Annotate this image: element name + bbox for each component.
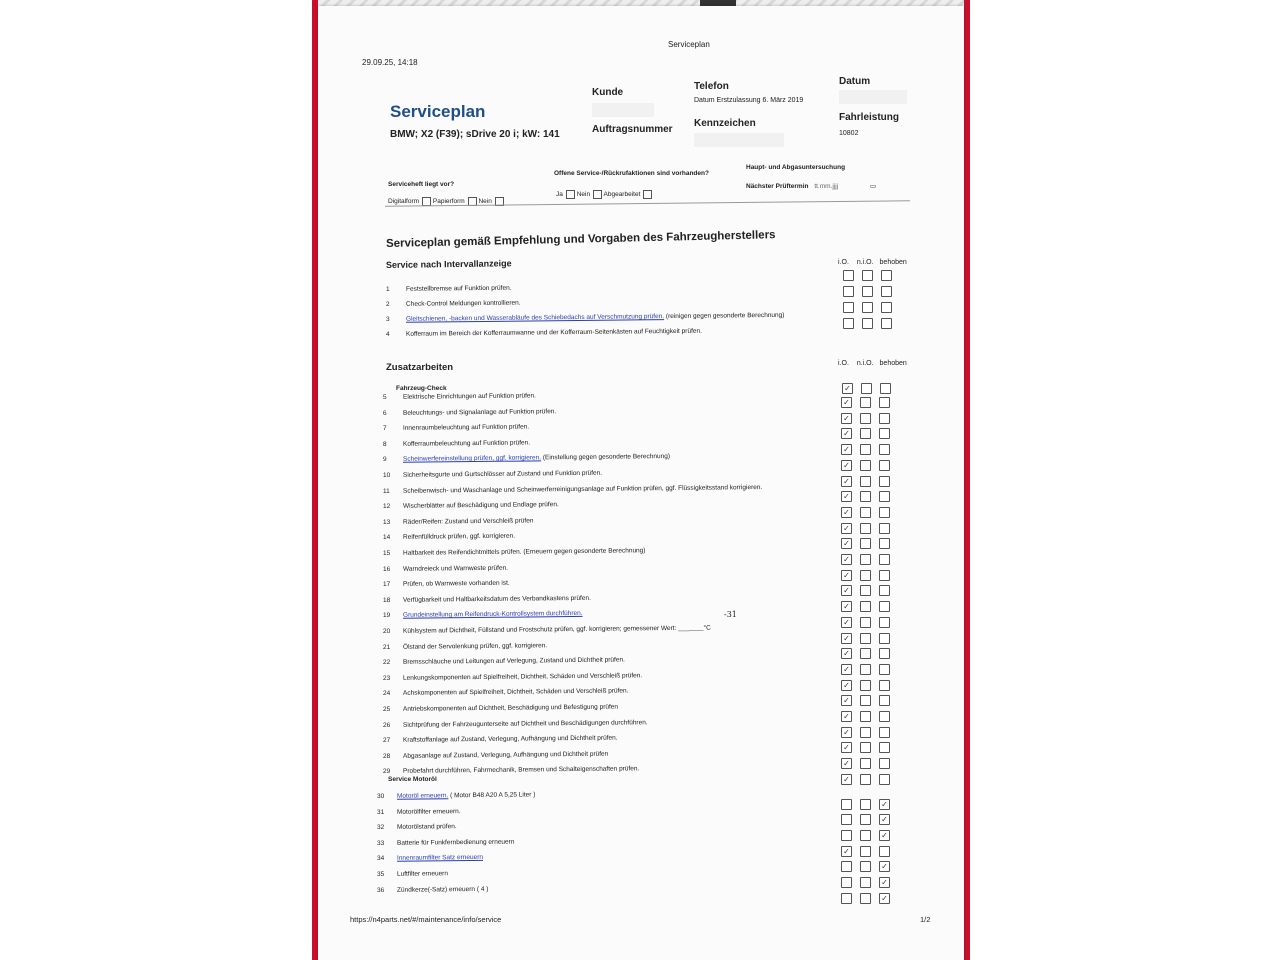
io-checkbox[interactable]: ✓ <box>841 633 852 644</box>
behoben-checkbox[interactable] <box>879 538 890 549</box>
footer-page-number: 1/2 <box>920 915 931 924</box>
nio-checkbox[interactable] <box>860 695 871 706</box>
io-checkbox[interactable]: ✓ <box>841 758 852 769</box>
item-text: Innenraumbeleuchtung auf Funktion prüfen. <box>402 423 530 432</box>
offene-question: Offene Service-/Rückrufaktionen sind vorhanden? <box>554 170 709 177</box>
status-checkboxes <box>841 617 890 628</box>
io-checkbox[interactable] <box>841 830 852 841</box>
fahrzeugcheck-label: Fahrzeug-Check <box>396 385 447 392</box>
io-checkbox[interactable]: ✓ <box>841 664 852 675</box>
item-text: Lenkungskomponenten auf Spielfreiheit, Dichtheit, Schäden und Verschleiß prüfen. <box>402 672 643 682</box>
io-checkbox[interactable]: ✓ <box>841 397 852 408</box>
status-checkboxes <box>843 318 892 329</box>
behoben-checkbox[interactable] <box>879 570 890 581</box>
item-number: 17 <box>382 581 391 589</box>
behoben-checkbox[interactable] <box>879 633 890 644</box>
item-text: Sicherheitsgurte und Gurtschlösser auf Zustand und Funktion prüfen. <box>402 469 603 479</box>
io-checkbox[interactable]: ✓ <box>841 711 852 722</box>
checklist-row <box>383 439 530 448</box>
item-text: Probefahrt durchführen, Fahrmechanik, Bremsen und Schalteigenschaften prüfen. <box>402 765 640 776</box>
status-checkboxes <box>841 648 890 659</box>
col-nio-2: n.i.O. <box>856 360 874 367</box>
item-text: Abgasanlage auf Zustand, Verlegung, Aufhängung und Dichtheit prüfen <box>402 750 609 760</box>
behoben-checkbox[interactable] <box>881 302 892 313</box>
io-checkbox[interactable]: ✓ <box>841 460 852 471</box>
behoben-checkbox[interactable] <box>879 648 890 659</box>
item-text: Antriebskomponenten auf Dichtheit, Beschädigung und Befestigung prüfen <box>402 703 619 713</box>
io-checkbox[interactable] <box>843 270 854 281</box>
document-title: Serviceplan <box>390 102 486 121</box>
status-checkboxes <box>841 893 890 904</box>
behoben-checkbox[interactable]: ✓ <box>879 877 890 888</box>
pruefttermin-input[interactable]: tt.mm.jjjj <box>814 183 839 190</box>
kunde-label: Kunde <box>592 87 624 98</box>
col-io-2: i.O. <box>838 360 849 367</box>
behoben-checkbox[interactable]: ✓ <box>879 814 890 825</box>
auftragsnummer-label: Auftragsnummer <box>592 124 673 135</box>
item-link[interactable]: Innenraumfilter Satz erneuern <box>396 854 484 863</box>
item-link[interactable]: Grundeinstellung am Reifendruck-Kontrollsystem durchführen. <box>402 610 583 620</box>
col-nio: n.i.O. <box>856 259 874 266</box>
status-checkboxes <box>843 286 892 297</box>
io-checkbox[interactable]: ✓ <box>841 742 852 753</box>
item-number: 3 <box>385 315 390 323</box>
offene-options <box>556 190 652 199</box>
nio-checkbox[interactable] <box>860 507 871 518</box>
item-text: Räder/Reifen: Zustand und Verschleiß prüfen <box>402 517 534 526</box>
nio-checkbox[interactable] <box>860 585 871 596</box>
behoben-checkbox[interactable]: ✓ <box>879 861 890 872</box>
nio-checkbox[interactable] <box>860 633 871 644</box>
vehicle-description: BMW; X2 (F39); sDrive 20 i; kW: 141 <box>390 129 560 140</box>
item-number: 15 <box>382 549 391 557</box>
io-checkbox[interactable]: ✓ <box>841 846 852 857</box>
item-number: 18 <box>382 596 391 604</box>
status-checkboxes <box>841 491 890 502</box>
item-link[interactable]: Gleitschienen, -backen und Wasserabläufe des Schiebedachs auf Verschmutzung prüfen. <box>405 313 665 323</box>
checklist-row <box>383 642 547 651</box>
item-number: 16 <box>382 565 391 573</box>
col-behoben-2: behoben <box>879 360 907 367</box>
status-checkboxes <box>841 601 890 612</box>
item-note: ( Motor B48 A20 A 5,25 Liter ) <box>448 791 536 800</box>
item-text: Batterie für Funkfernbedienung erneuern <box>396 838 515 847</box>
item-number: 4 <box>385 330 390 338</box>
item-number: 24 <box>382 690 391 698</box>
hu-title: Haupt- und Abgasuntersuchung <box>746 164 846 171</box>
nio-checkbox[interactable] <box>862 318 873 329</box>
status-checkboxes <box>841 877 890 888</box>
io-checkbox[interactable]: ✓ <box>841 491 852 502</box>
nio-checkbox[interactable] <box>860 428 871 439</box>
checklist-row <box>383 517 534 526</box>
erstzulassung-text: Datum Erstzulassung 6. März 2019 <box>694 97 804 104</box>
item-text: Elektrische Einrichtungen auf Funktion prüfen. <box>402 392 536 401</box>
behoben-checkbox[interactable] <box>879 727 890 738</box>
nio-checkbox[interactable] <box>860 460 871 471</box>
behoben-checkbox[interactable] <box>879 695 890 706</box>
item-link[interactable]: Scheinwerfereinstellung prüfen, ggf. korrigieren. <box>402 454 542 464</box>
nio-checkbox[interactable] <box>862 270 873 281</box>
checklist-row <box>377 808 461 816</box>
item-text: Reifenfülldruck prüfen, ggf. korrigieren. <box>402 533 516 542</box>
io-checkbox[interactable]: ✓ <box>841 538 852 549</box>
motoroel-label: Service Motoröl <box>388 776 437 783</box>
item-text: Zündkerze(-Satz) erneuern ( 4 ) <box>396 885 489 894</box>
pruefttermin-label: Nächster Prüftermin <box>746 183 809 190</box>
item-number: 30 <box>376 792 385 800</box>
item-link[interactable]: Motoröl erneuern. <box>396 792 449 800</box>
status-checkboxes <box>841 444 890 455</box>
behoben-checkbox[interactable]: ✓ <box>879 830 890 841</box>
abgearbeitet-label: Abgearbeitet <box>603 191 641 199</box>
fahrzeugcheck-boxes <box>842 383 891 394</box>
nio-checkbox[interactable] <box>860 648 871 659</box>
item-text: Motorölstand prüfen. <box>396 823 457 831</box>
item-text: Warndreieck und Warnweste prüfen. <box>402 564 509 573</box>
item-number: 31 <box>376 808 385 816</box>
behoben-checkbox[interactable] <box>879 397 890 408</box>
item-number: 26 <box>382 721 391 729</box>
behoben-checkbox[interactable] <box>879 444 890 455</box>
print-header-title: Serviceplan <box>668 40 710 49</box>
nio-checkbox[interactable] <box>860 601 871 612</box>
nio-checkbox[interactable] <box>860 830 871 841</box>
nio-checkbox[interactable] <box>860 799 871 810</box>
io-checkbox[interactable]: ✓ <box>841 507 852 518</box>
io-checkbox[interactable] <box>841 814 852 825</box>
behoben-checkbox[interactable] <box>879 428 890 439</box>
status-checkboxes <box>841 428 890 439</box>
behoben-checkbox[interactable] <box>879 491 890 502</box>
status-checkboxes <box>841 585 890 596</box>
nio-checkbox[interactable] <box>860 413 871 424</box>
item-number: 12 <box>382 503 391 511</box>
checklist-row <box>377 885 488 893</box>
item-text: Wischerblätter auf Beschädigung und Endlage prüfen. <box>402 501 559 510</box>
status-checkboxes <box>841 727 890 738</box>
behoben-checkbox[interactable] <box>879 680 890 691</box>
nio-checkbox[interactable] <box>860 554 871 565</box>
status-checkboxes <box>841 695 890 706</box>
item-number: 34 <box>376 855 385 863</box>
io-checkbox[interactable] <box>843 302 854 313</box>
behoben-checkbox[interactable] <box>879 585 890 596</box>
nio-checkbox[interactable] <box>860 711 871 722</box>
nio-checkbox[interactable] <box>860 680 871 691</box>
papierform-label: Papierform <box>432 198 465 206</box>
footer-url: https://n4parts.net/#/maintenance/info/service <box>350 915 502 924</box>
nio-checkbox[interactable] <box>862 302 873 313</box>
nio-checkbox[interactable] <box>860 397 871 408</box>
item-number: 19 <box>382 612 391 620</box>
zusatzarbeiten-title: Zusatzarbeiten <box>386 362 454 373</box>
io-checkbox[interactable]: ✓ <box>841 570 852 581</box>
fahrleistung-value: 10802 <box>839 130 859 137</box>
io-checkbox[interactable]: ✓ <box>841 444 852 455</box>
behoben-checkbox[interactable]: ✓ <box>879 799 890 810</box>
io-checkbox[interactable] <box>841 893 852 904</box>
nio-checkbox[interactable] <box>860 664 871 675</box>
io-checkbox[interactable]: ✓ <box>841 601 852 612</box>
io-checkbox[interactable] <box>841 799 852 810</box>
kunde-redacted <box>592 103 654 117</box>
behoben-checkbox[interactable] <box>879 617 890 628</box>
item-text: Luftfilter erneuern <box>396 870 448 878</box>
item-text: Feststellbremse auf Funktion prüfen. <box>405 284 512 293</box>
item-number: 6 <box>382 409 387 417</box>
item-number: 11 <box>382 487 390 495</box>
behoben-checkbox[interactable] <box>879 758 890 769</box>
io-checkbox[interactable]: ✓ <box>841 554 852 565</box>
item-text: Kofferraum im Bereich der Kofferraumwanne und der Kofferraum-Seitenkästen auf Feuchtigkeit prüfen. <box>405 327 702 338</box>
io-checkbox[interactable] <box>843 318 854 329</box>
item-note: (Einstellung gegen gesonderte Berechnung) <box>540 453 671 462</box>
item-text: Beleuchtungs- und Signalanlage auf Funktion prüfen. <box>402 407 557 417</box>
item-number: 5 <box>382 393 387 401</box>
item-number: 20 <box>382 627 391 635</box>
serviceheft-nein-label: Nein <box>478 198 492 206</box>
behoben-checkbox[interactable] <box>879 413 890 424</box>
io-checkbox[interactable]: ✓ <box>841 680 852 691</box>
behoben-checkbox[interactable] <box>879 601 890 612</box>
status-checkboxes <box>841 570 890 581</box>
handwritten-temperature: -31 <box>724 610 737 619</box>
item-number: 23 <box>382 674 391 682</box>
status-checkboxes <box>841 799 890 810</box>
item-number: 14 <box>382 534 391 542</box>
item-text: Sichtprüfung der Fahrzeugunterseite auf Dichtheit und Beschädigungen durchführen. <box>402 718 648 729</box>
nio-checkbox[interactable] <box>860 758 871 769</box>
status-checkboxes <box>841 814 890 825</box>
kennzeichen-label: Kennzeichen <box>694 118 756 129</box>
column-headers-interval <box>838 259 907 266</box>
io-checkbox[interactable] <box>843 286 854 297</box>
item-text: Haltbarkeit des Reifendichtmittels prüfen. (Erneuern gegen gesonderte Berechnung) <box>402 547 646 557</box>
status-checkboxes <box>843 302 892 313</box>
status-checkboxes <box>841 664 890 675</box>
item-text: Prüfen, ob Warnweste vorhanden ist. <box>402 579 510 588</box>
behoben-checkbox[interactable] <box>879 554 890 565</box>
status-checkboxes <box>841 830 890 841</box>
item-text: Motorölfilter erneuern. <box>396 807 461 816</box>
io-checkbox[interactable]: ✓ <box>841 585 852 596</box>
item-text: Bremsschläuche und Leitungen auf Verlegung, Zustand und Dichtheit prüfen. <box>402 656 625 666</box>
status-checkboxes <box>843 270 892 281</box>
item-number: 27 <box>382 737 391 745</box>
serviceheft-question: Serviceheft liegt vor? <box>388 181 455 188</box>
item-text: Achskomponenten auf Spielfreiheit, Dichtheit, Schäden und Verschleiß prüfen. <box>402 687 629 698</box>
status-checkboxes <box>841 476 890 487</box>
nio-checkbox[interactable] <box>860 538 871 549</box>
abgearbeitet-checkbox[interactable] <box>643 190 652 199</box>
io-checkbox[interactable] <box>841 861 852 872</box>
io-checkbox[interactable] <box>841 877 852 888</box>
item-text: Ölstand der Servolenkung prüfen, ggf. korrigieren. <box>402 641 548 651</box>
item-text: Scheibenwisch- und Waschanlage und Scheinwerferreinigungsanlage auf Funktion prüfen, ggf. Flüssigkeitsstand korrigieren. <box>402 483 763 495</box>
io-checkbox[interactable]: ✓ <box>841 428 852 439</box>
print-datetime: 29.09.25, 14:18 <box>362 58 418 67</box>
offene-ja-checkbox[interactable] <box>566 190 575 199</box>
offene-nein-checkbox[interactable] <box>593 190 602 199</box>
behoben-checkbox[interactable] <box>881 286 892 297</box>
io-checkbox[interactable]: ✓ <box>841 727 852 738</box>
status-checkboxes <box>841 413 890 424</box>
status-checkboxes <box>841 774 890 785</box>
item-number: 9 <box>382 456 387 464</box>
io-checkbox[interactable]: ✓ <box>841 413 852 424</box>
item-number: 36 <box>376 886 385 894</box>
item-text: Verfügbarkeit und Haltbarkeitsdatum des Verbandkastens prüfen. <box>402 594 591 604</box>
nio-checkbox[interactable] <box>860 893 871 904</box>
status-checkboxes <box>841 538 890 549</box>
section-title: Serviceplan gemäß Empfehlung und Vorgaben des Fahrzeugherstellers <box>385 229 776 250</box>
fahrzeugcheck-io-checkbox[interactable]: ✓ <box>842 383 853 394</box>
col-behoben: behoben <box>879 259 907 266</box>
io-checkbox[interactable]: ✓ <box>841 523 852 534</box>
io-checkbox[interactable]: ✓ <box>841 476 852 487</box>
item-number: 25 <box>382 705 391 713</box>
io-checkbox[interactable]: ✓ <box>841 774 852 785</box>
checklist-row <box>377 870 448 878</box>
nio-checkbox[interactable] <box>860 861 871 872</box>
nio-checkbox[interactable] <box>860 444 871 455</box>
status-checkboxes <box>841 507 890 518</box>
section-subtitle: Service nach Intervallanzeige <box>385 258 512 270</box>
col-io: i.O. <box>838 259 849 266</box>
checklist-row <box>377 823 457 831</box>
fahrleistung-label: Fahrleistung <box>839 112 900 123</box>
status-checkboxes <box>841 711 890 722</box>
item-text: Kühlsystem auf Dichtheit, Füllstand und Frostschutz prüfen, ggf. korrigieren; gemessener Wert: _______°C <box>402 624 711 635</box>
behoben-checkbox[interactable] <box>879 846 890 857</box>
behoben-checkbox[interactable] <box>879 742 890 753</box>
checklist-row <box>383 408 556 417</box>
io-checkbox[interactable]: ✓ <box>841 648 852 659</box>
telefon-label: Telefon <box>694 81 729 92</box>
item-number: 13 <box>382 518 391 526</box>
nio-checkbox[interactable] <box>860 523 871 534</box>
io-checkbox[interactable]: ✓ <box>841 617 852 628</box>
nio-checkbox[interactable] <box>860 617 871 628</box>
item-text: Kraftstoffanlage auf Zustand, Verlegung, Aufhängung und Dichtheit prüfen. <box>402 734 618 744</box>
behoben-checkbox[interactable] <box>879 523 890 534</box>
behoben-checkbox[interactable] <box>879 476 890 487</box>
digitalform-label: Digitalform <box>388 198 420 206</box>
nio-checkbox[interactable] <box>860 491 871 502</box>
status-checkboxes <box>841 680 890 691</box>
behoben-checkbox[interactable] <box>879 460 890 471</box>
fahrzeugcheck-behoben-checkbox[interactable] <box>880 383 891 394</box>
behoben-checkbox[interactable] <box>879 664 890 675</box>
fahrzeugcheck-nio-checkbox[interactable] <box>861 383 872 394</box>
kennzeichen-redacted <box>694 133 784 147</box>
calendar-icon[interactable]: ▭ <box>869 183 877 190</box>
item-number: 8 <box>382 440 387 448</box>
io-checkbox[interactable]: ✓ <box>841 695 852 706</box>
status-checkboxes <box>841 633 890 644</box>
status-checkboxes <box>841 861 890 872</box>
nio-checkbox[interactable] <box>860 476 871 487</box>
status-checkboxes <box>841 742 890 753</box>
datum-redacted <box>839 90 907 104</box>
behoben-checkbox[interactable] <box>881 318 892 329</box>
status-checkboxes <box>841 460 890 471</box>
behoben-checkbox[interactable] <box>881 270 892 281</box>
nio-checkbox[interactable] <box>860 774 871 785</box>
column-headers-zusatz <box>838 360 907 367</box>
behoben-checkbox[interactable]: ✓ <box>879 893 890 904</box>
offene-nein-label: Nein <box>576 191 591 199</box>
offene-ja-label: Ja <box>556 191 563 199</box>
item-number: 28 <box>382 752 391 760</box>
item-number: 1 <box>385 285 390 293</box>
checklist-row <box>386 300 521 308</box>
item-number: 21 <box>382 643 391 651</box>
item-text: Kofferraumbeleuchtung auf Funktion prüfen. <box>402 439 531 448</box>
item-number: 33 <box>376 839 385 847</box>
checklist-row <box>377 838 515 846</box>
behoben-checkbox[interactable] <box>879 711 890 722</box>
nio-checkbox[interactable] <box>860 877 871 888</box>
item-number: 29 <box>382 768 391 776</box>
datum-label: Datum <box>839 76 871 87</box>
item-note: (reinigen gegen gesonderte Berechnung) <box>664 311 785 321</box>
item-number: 7 <box>382 425 387 433</box>
status-checkboxes <box>841 846 890 857</box>
hu-row <box>746 182 876 190</box>
nio-checkbox[interactable] <box>860 814 871 825</box>
status-checkboxes <box>841 554 890 565</box>
behoben-checkbox[interactable] <box>879 774 890 785</box>
nio-checkbox[interactable] <box>860 742 871 753</box>
checklist-row <box>386 285 512 293</box>
status-checkboxes <box>841 397 890 408</box>
behoben-checkbox[interactable] <box>879 507 890 518</box>
item-text: Check-Control Meldungen kontrollieren. <box>405 299 521 308</box>
item-number: 2 <box>385 300 390 308</box>
checklist-row <box>383 564 508 572</box>
nio-checkbox[interactable] <box>860 727 871 738</box>
status-checkboxes <box>841 523 890 534</box>
item-number: 32 <box>376 824 385 832</box>
nio-checkbox[interactable] <box>860 570 871 581</box>
item-number: 22 <box>382 659 391 667</box>
nio-checkbox[interactable] <box>862 286 873 297</box>
item-number: 35 <box>376 870 385 878</box>
item-number: 10 <box>382 471 391 479</box>
nio-checkbox[interactable] <box>860 846 871 857</box>
status-checkboxes <box>841 758 890 769</box>
